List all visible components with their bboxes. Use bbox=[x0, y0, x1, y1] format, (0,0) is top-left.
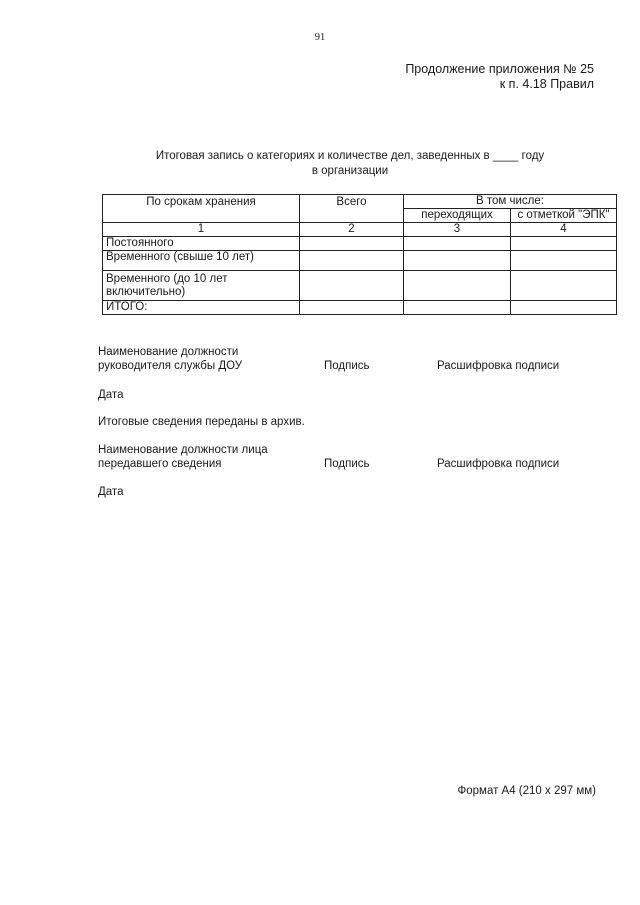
head-signature-decoding-label: Расшифровка подписи bbox=[437, 360, 560, 372]
header-transitional: переходящих bbox=[404, 209, 511, 223]
row-cell bbox=[300, 251, 404, 271]
sender-signature-label: Подпись bbox=[324, 458, 370, 470]
paper-format-note: Формат А4 (210 х 297 мм) bbox=[457, 785, 596, 797]
row-cell bbox=[300, 301, 404, 315]
row-cell bbox=[404, 271, 511, 301]
row-label-permanent: Постоянного bbox=[103, 237, 300, 251]
header-including: В том числе: bbox=[404, 195, 617, 209]
row-cell bbox=[511, 271, 617, 301]
row-cell bbox=[511, 251, 617, 271]
row-cell bbox=[511, 301, 617, 315]
form-title-line2: в организации bbox=[311, 165, 389, 177]
row-cell bbox=[300, 271, 404, 301]
sender-signature-decoding-label: Расшифровка подписи bbox=[437, 458, 560, 470]
column-number-2: 2 bbox=[300, 223, 404, 237]
head-signature-label: Подпись bbox=[324, 360, 370, 372]
row-cell bbox=[300, 237, 404, 251]
row-cell bbox=[404, 237, 511, 251]
row-label-temporary-over-10: Временного (свыше 10 лет) bbox=[103, 251, 300, 271]
sender-position-line1: Наименование должности лица bbox=[98, 444, 268, 456]
row-label-temporary-up-to-10 bbox=[103, 271, 300, 301]
table-row bbox=[103, 301, 617, 315]
date-label-1: Дата bbox=[98, 389, 124, 401]
form-title-line1: Итоговая запись о категориях и количестве дел, заведенных в ____ году bbox=[155, 150, 545, 162]
table-row bbox=[103, 237, 617, 251]
appendix-heading-line2: к п. 4.18 Правил bbox=[499, 77, 594, 91]
header-epk-mark: с отметкой "ЭПК" bbox=[511, 209, 617, 223]
table-row bbox=[103, 251, 617, 271]
head-position-line1: Наименование должности bbox=[98, 346, 239, 358]
page-number: 91 bbox=[314, 32, 326, 43]
sender-position-line2: передавшего сведения bbox=[98, 458, 222, 470]
column-number-1: 1 bbox=[103, 223, 300, 237]
appendix-heading-line1: Продолжение приложения № 25 bbox=[405, 62, 594, 76]
row-cell bbox=[404, 251, 511, 271]
head-position-line2: руководителя службы ДОУ bbox=[98, 360, 243, 372]
records-summary-table bbox=[102, 194, 617, 315]
row-cell bbox=[404, 301, 511, 315]
column-number-4: 4 bbox=[511, 223, 617, 237]
column-number-3: 3 bbox=[404, 223, 511, 237]
table-row bbox=[103, 271, 617, 301]
row-cell bbox=[511, 237, 617, 251]
header-storage-period: По срокам хранения bbox=[103, 195, 300, 223]
row-label-temporary-up-to-10-line1: Временного (до 10 лет bbox=[106, 273, 228, 285]
header-total: Всего bbox=[300, 195, 404, 223]
row-label-total: ИТОГО: bbox=[103, 301, 300, 315]
transfer-note: Итоговые сведения переданы в архив. bbox=[98, 416, 305, 428]
date-label-2: Дата bbox=[98, 486, 124, 498]
row-label-temporary-up-to-10-line2: включительно) bbox=[106, 286, 186, 298]
